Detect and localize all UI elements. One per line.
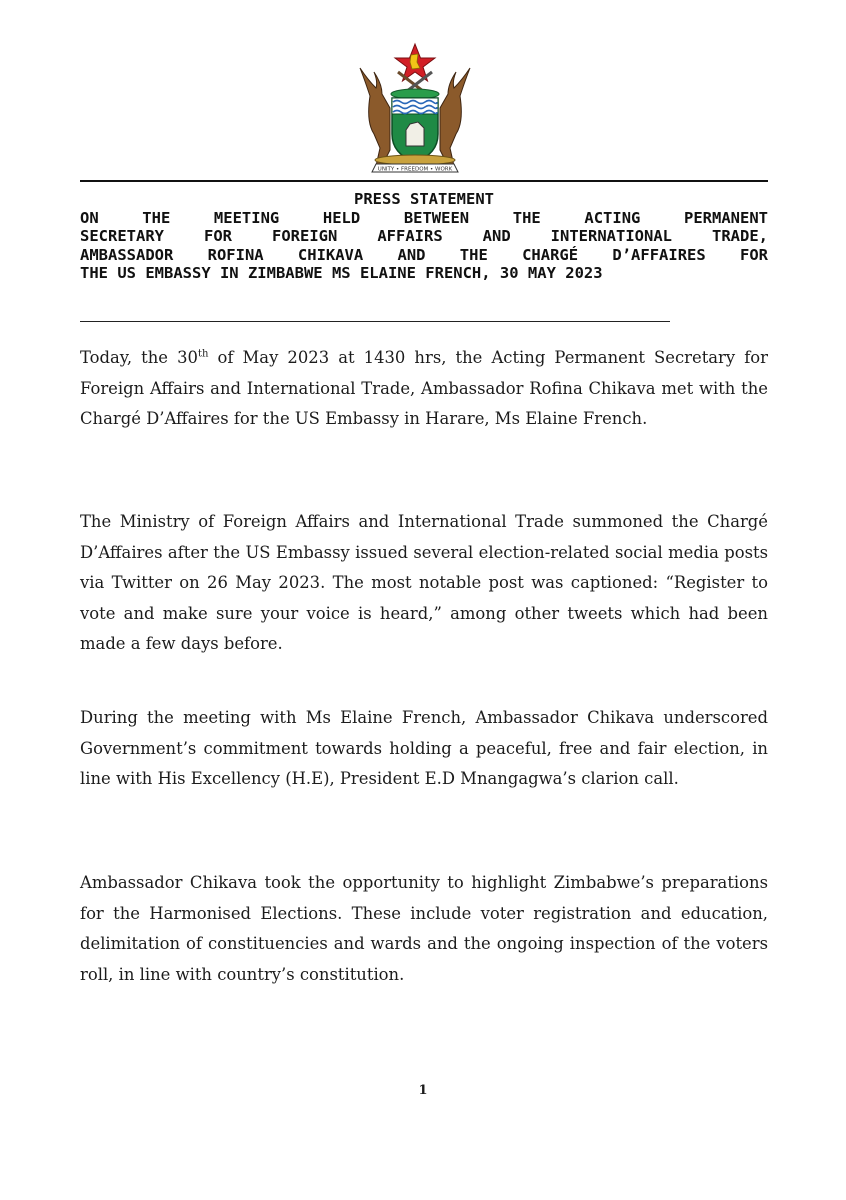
kudu-right-icon: [440, 68, 470, 166]
statement-title: PRESS STATEMENT: [354, 190, 494, 208]
paragraph-2: The Ministry of Foreign Affairs and International Trade summoned the Chargé D’Affaires after the US Embassy issued several election-related social media posts via Twitter on 26 May 2023. The most notable post was captioned: “Register to vote and make sure your voice is heard,” among other tweets which had been made a few days before.: [80, 512, 768, 653]
paragraph-4: Ambassador Chikava took the opportunity to highlight Zimbabwe’s preparations for the Harmonised Elections. These include voter registration and education, delimitation of constituencies and wards and the ongoing inspection of the voters roll, in line with country’s constitution.: [80, 873, 768, 984]
statement-heading: [80, 190, 768, 283]
paragraph-1: [80, 343, 768, 435]
subtitle-line-1: ON THE MEETING HELD BETWEEN THE ACTING PERMANENT: [80, 208, 768, 227]
header-rule: [80, 180, 768, 182]
kudu-left-icon: [360, 68, 390, 166]
subtitle-line-2: SECRETARY FOR FOREIGN AFFAIRS AND INTERNATIONAL TRADE,: [80, 227, 768, 245]
page-number: 1: [418, 1083, 428, 1098]
motto-text: UNITY • FREEDOM • WORK: [377, 166, 453, 173]
heading-underline: [80, 321, 670, 322]
ordinal-suffix: th: [197, 348, 209, 360]
coat-of-arms-emblem: [340, 38, 490, 180]
subtitle-line-3: AMBASSADOR ROFINA CHIKAVA AND THE CHARGÉ D’AFFAIRES FOR: [80, 245, 768, 264]
subtitle-line-4: THE US EMBASSY IN ZIMBABWE MS ELAINE FRENCH, 30 MAY 2023: [80, 264, 603, 282]
paragraph-3: During the meeting with Ms Elaine French, Ambassador Chikava underscored Government’s commitment towards holding a peaceful, free and fair election, in line with His Excellency (H.E), President E.D Mnangagwa’s clarion call.: [80, 708, 768, 788]
paragraph-1-start: Today, the 30: [80, 348, 198, 367]
paragraph-1-rest: of May 2023 at 1430 hrs, the Acting Permanent Secretary for Foreign Affairs and International Trade, Ambassador Rofina Chikava met with the Chargé D’Affaires for the US Embassy in Harare, Ms Elaine French.: [80, 348, 768, 428]
